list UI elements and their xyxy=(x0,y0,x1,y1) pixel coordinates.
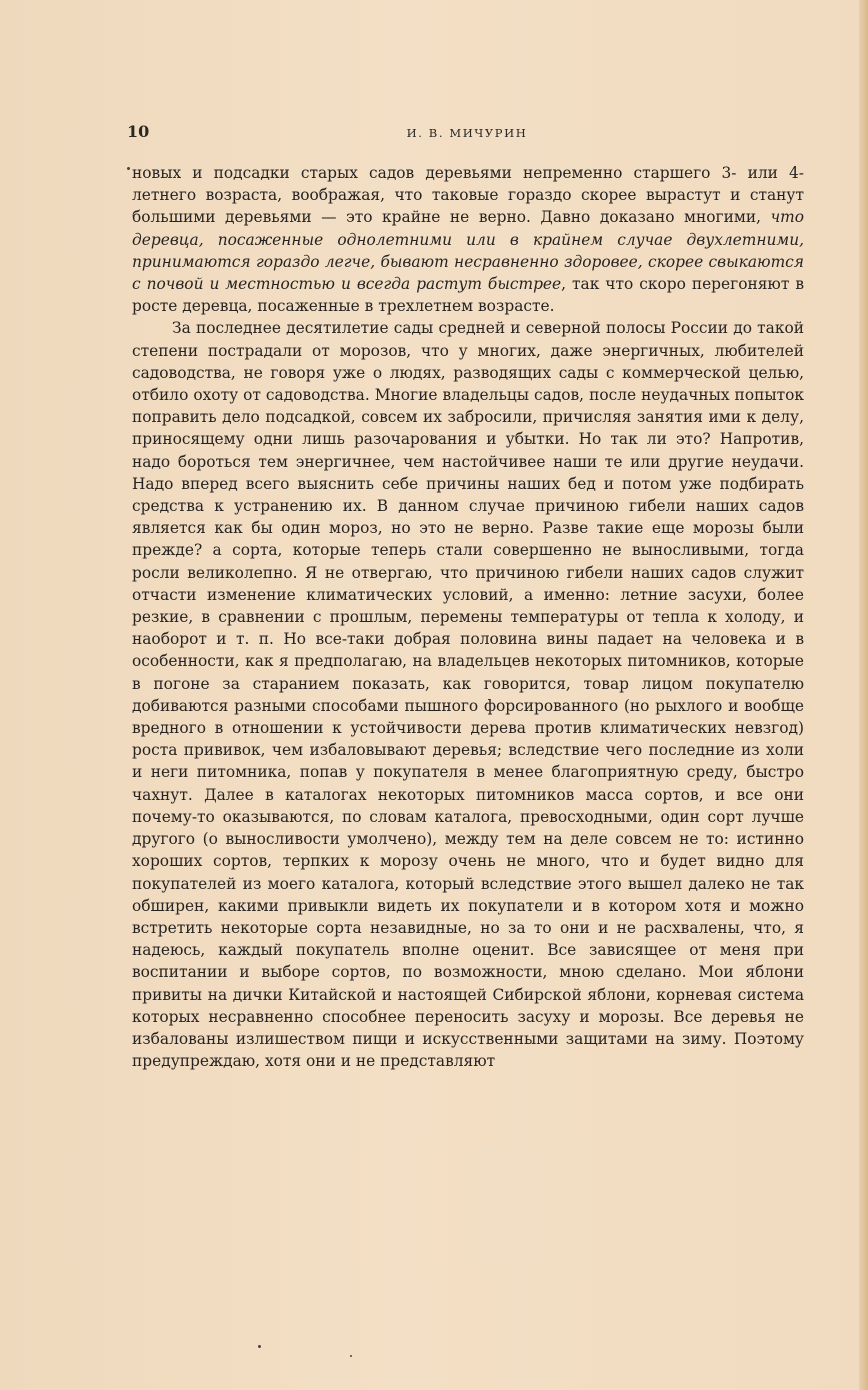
page-edge xyxy=(859,0,868,1390)
paragraph-1-start: новых и подсадки старых садов деревьями непременно старшего 3- или 4-летнего возраста, воображая, что таковые гораздо скорее вырастут и станут большими деревьями — это крайне не верно. Давно доказано многими, xyxy=(132,164,804,227)
paragraph-1-end: , так что скоро перегоняют в росте деревца, посаженные в трехлетнем возрасте. xyxy=(132,275,804,316)
body-text xyxy=(132,162,804,1072)
paragraph-1 xyxy=(132,162,804,317)
print-speck xyxy=(127,167,130,170)
print-speck xyxy=(350,1355,352,1357)
print-speck xyxy=(258,1345,261,1348)
running-head: И. В. МИЧУРИН xyxy=(406,126,528,140)
paragraph-1-italic: что деревца, посаженные однолетними или в крайнем случае двухлетними, принимаются гораздо легче, бывают несравненно здоровее, скорее свыкаются с почвой и местностью и всегда растут быстрее xyxy=(132,208,804,294)
paragraph-2: За последнее десятилетие сады средней и северной полосы России до такой степени пострадали от морозов, что у многих, даже энергичных, любителей садоводства, не говоря уже о людях, разводящих сады с коммерческой целью, отбило охоту от садоводства. Многие владельцы садов, после неудачных попыток поправить дело подсадкой, совсем их забросили, причисляя занятия ими к делу, приносящему одни лишь разочарования и убытки. Но так ли это? Напротив, надо бороться тем энергичнее, чем настойчивее наши те или другие неудачи. Надо вперед всего выяснить себе причины наших бед и потом уже подбирать средства к устранению их. В данном случае причиною гибели наших садов является как бы один мороз, но это не верно. Разве такие еще морозы были прежде? а сорта, которые теперь стали совершенно не выносливыми, тогда росли великолепно. Я не отвергаю, что причиною гибели наших садов служит отчасти изменение климатических условий, а именно: летние засухи, более резкие, в сравнении с прошлым, перемены температуры от тепла к холоду, и наоборот и т. п. Но все-таки добрая половина вины падает на человека и в особенности, как я предполагаю, на владельцев некоторых питомников, которые в погоне за старанием показать, как говорится, товар лицом покупателю добиваются разными способами пышного форсированного (но рыхлого и вообще вредного в отношении к устойчивости дерева против климатических невзгод) роста прививок, чем избаловывают деревья; вследствие чего последние из холи и неги питомника, попав у покупателя в менее благоприятную среду, быстро чахнут. Далее в каталогах некоторых питомников масса сортов, и все они почему-то оказываются, по словам каталога, превосходными, один сорт лучше другого (о выносливости умолчено), между тем на деле совсем не то: истинно хороших сортов, терпких к морозу очень не много, что и будет видно для покупателей из моего каталога, который вследствие этого вышел далеко не так обширен, какими привыкли видеть их покупатели и в котором хотя и можно встретить некоторые сорта незавидные, но за то они и не расхвалены, что, я надеюсь, каждый покупатель вполне оценит. Все зависящее от меня при воспитании и выборе сортов, по возможности, мною сделано. Мои яблони привиты на дички Китайской и настоящей Сибирской яблони, корневая система которых несравненно способнее переносить засуху и морозы. Все деревья не избалованы излишеством пищи и искусственными защитами на зиму. Поэтому предупреждаю, хотя они и не представляют xyxy=(132,319,804,1071)
page-header xyxy=(127,124,807,144)
page-number: 10 xyxy=(127,122,150,141)
